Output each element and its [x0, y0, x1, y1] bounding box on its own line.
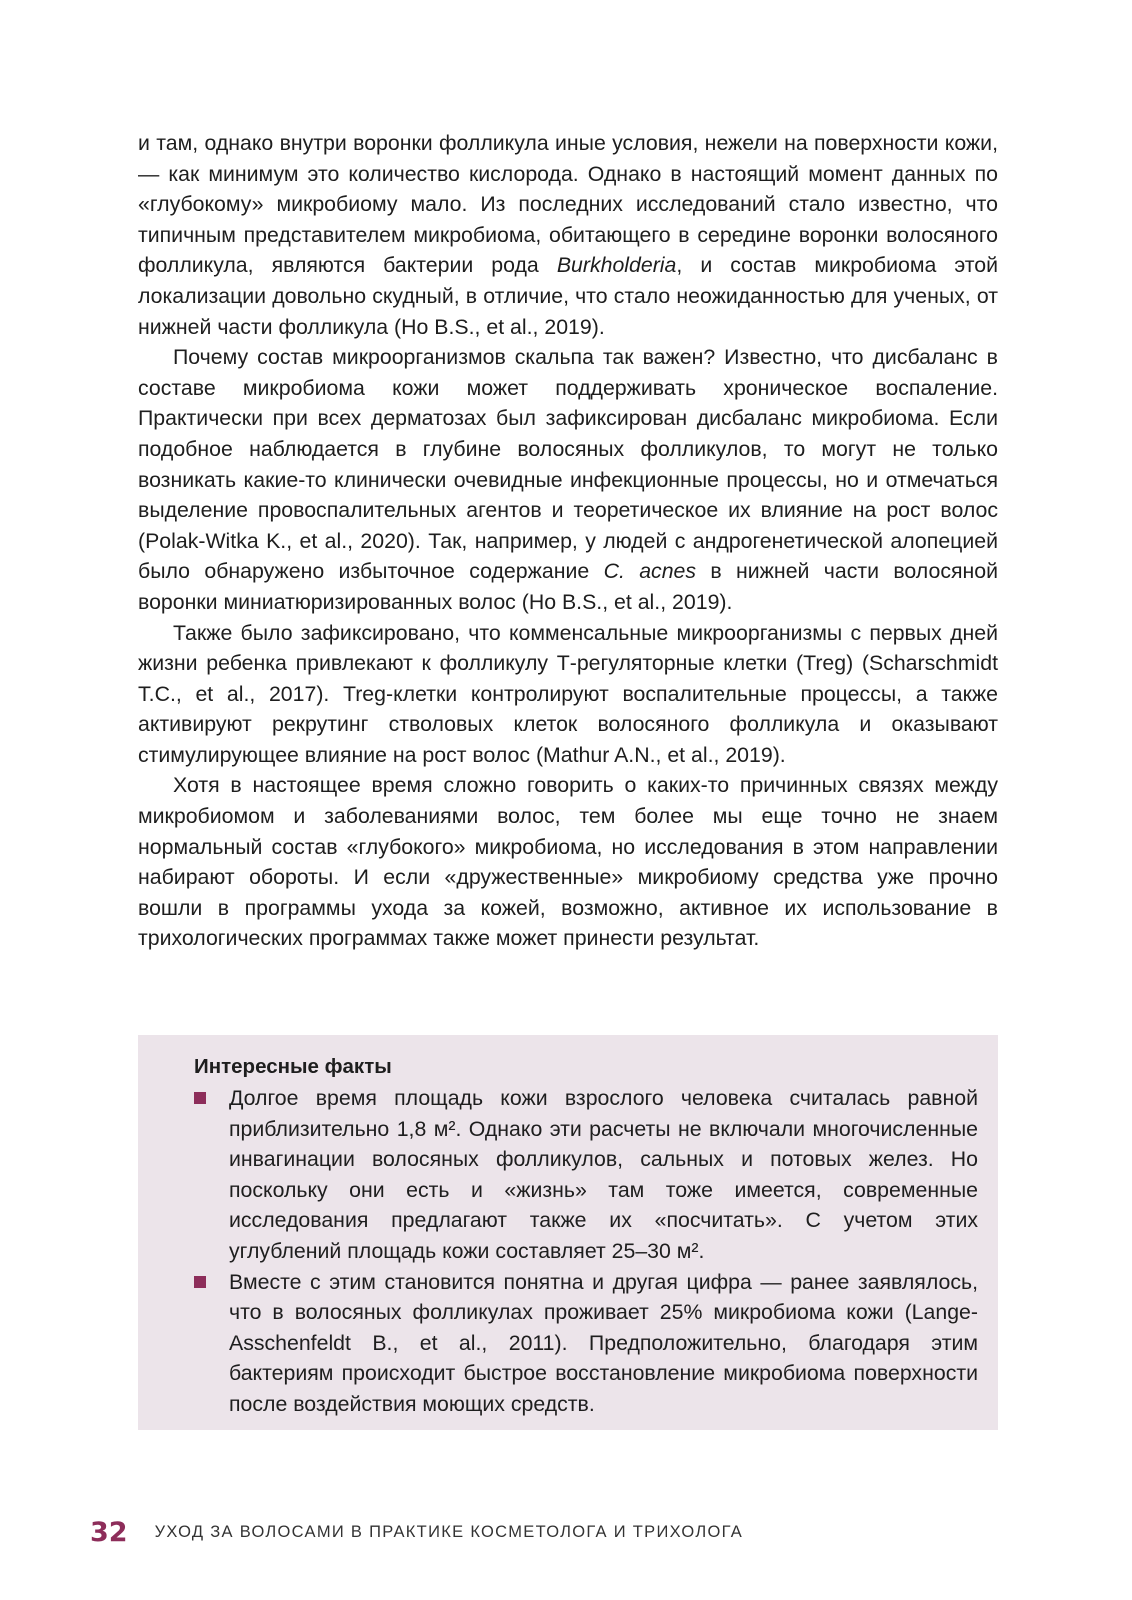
fact-box-title: Интересные факты: [194, 1055, 392, 1078]
fact-text: Вместе с этим становится понятна и другая цифра — ранее заявлялось, что в волосяных фолликулах проживает 25% микробиома кожи (Lange-Asschenfeldt B., et al., 2011). Предположительно, благодаря этим бактериям происходит быстрое восстановление микробиома поверхности после воздействия моющих средств.: [229, 1269, 978, 1416]
interesting-facts-box: [138, 1035, 998, 1430]
page-number: 32: [90, 1516, 128, 1548]
fact-item: [194, 1267, 978, 1420]
square-bullet-icon: [194, 1092, 206, 1104]
paragraph: Хотя в настоящее время сложно говорить о каких-то причинных связях между микробиомом и заболеваниями волос, тем более мы еще точно не знаем нормальный состав «глубокого» микробиома, но исследования в этом направлении набирают обороты. И если «дружественные» микробиому средства уже прочно вошли в программы ухода за кожей, возможно, активное их использование в трихологических программах также может принести результат.: [138, 773, 998, 951]
fact-item: [194, 1083, 978, 1267]
taxon-name: Burkholderia: [556, 253, 677, 278]
fact-text: Долгое время площадь кожи взрослого человека считалась равной приблизительно 1,8 м². Однако эти расчеты не включали многочисленные инвагинации волосяных фолликулов, сальных и потовых желез. Но поскольку они есть и «жизнь» там тоже имеется, современные исследования предлагают также их «посчитать». С учетом этих углублений площадь кожи составляет 25–30 м².: [229, 1086, 978, 1263]
paragraph: Также было зафиксировано, что комменсальные микроорганизмы с первых дней жизни ребенка привлекают к фолликулу Т-регуляторные клетки (Treg) (Scharschmidt T.C., et al., 2017). Treg-клетки контролируют воспалительные процессы, а также активируют рекрутинг стволовых клеток волосяного фолликула и оказывают стимулирующее влияние на рост волос (Mathur A.N., et al., 2019).: [138, 620, 998, 767]
taxon-name: C. acnes: [603, 559, 697, 584]
page-footer: [90, 1512, 743, 1552]
fact-list: [194, 1083, 978, 1420]
paragraph: и там, однако внутри воронки фолликула иные условия, нежели на поверхности кожи, — как минимум это количество кислорода. Однако в настоящий момент данных по «глубокому» микробиому мало. Из последних исследований стало известно, что типичным представителем микробиома, обитающего в середине воронки волосяного фолликула, являются бактерии рода Burkholderia, и состав микробиома этой локализации довольно скудный, в отличие, что стало неожиданностью для ученых, от нижней части фолликула (Ho B.S., et al., 2019).: [138, 131, 998, 339]
square-bullet-icon: [194, 1276, 206, 1288]
paragraph: Почему состав микроорганизмов скальпа так важен? Известно, что дисбаланс в составе микробиома кожи может поддерживать хроническое воспаление. Практически при всех дерматозах был зафиксирован дисбаланс микробиома. Если подобное наблюдается в глубине волосяных фолликулов, то могут не только возникать какие-то клинически очевидные инфекционные процессы, но и отмечаться выделение провоспалительных агентов и теоретическое их влияние на рост волос (Polak-Witka K., et al., 2020). Так, например, у людей с андрогенетической алопецией было обнаружено избыточное содержание C. acnes в нижней части волосяной воронки миниатюризированных волос (Ho B.S., et al., 2019).: [138, 345, 998, 614]
running-title: УХОД ЗА ВОЛОСАМИ В ПРАКТИКЕ КОСМЕТОЛОГА И ТРИХОЛОГА: [154, 1522, 744, 1541]
main-text: [138, 128, 998, 954]
